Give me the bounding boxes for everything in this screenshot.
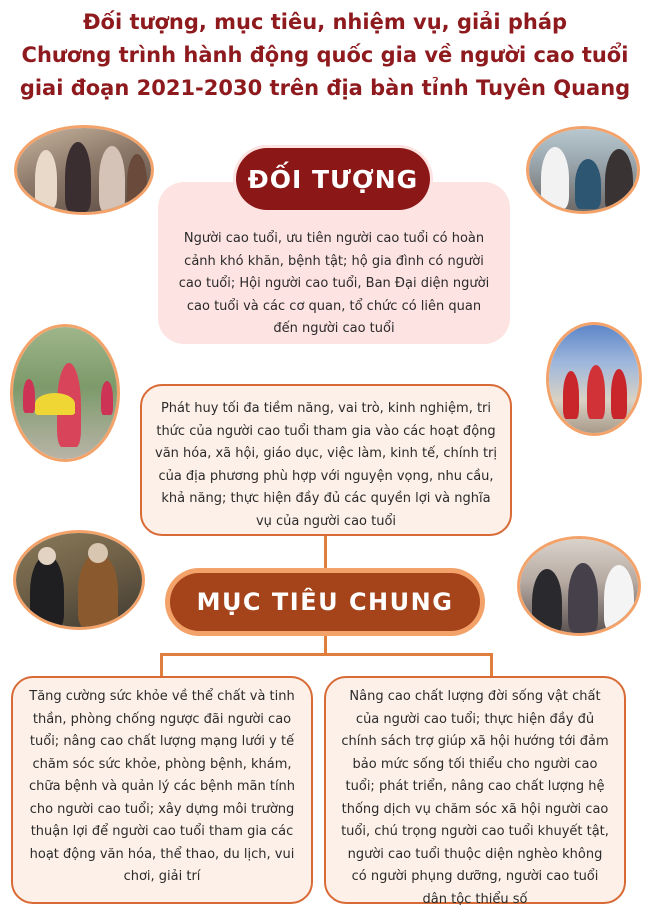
connector-right-drop: [490, 653, 493, 678]
elderly-friends-photo: [13, 530, 145, 630]
title-line-1: Đối tượng, mục tiêu, nhiệm vụ, giải pháp: [82, 10, 568, 34]
target-group-text: Người cao tuổi, ưu tiên người cao tuổi có hoàn cảnh khó khăn, bệnh tật; hộ gia đình có người cao tuổi; Hội người cao tuổi, Ban Đại diện người cao tuổi và các cơ quan, tổ chức có liên quan đến người cao tuổi: [178, 231, 490, 336]
stage-performance-photo: [546, 322, 642, 436]
connector-left-drop: [160, 653, 163, 678]
title-line-3: giai đoạn 2021-2030 trên địa bàn tỉnh Tuyên Quang: [19, 76, 631, 100]
title-line-2: Chương trình hành động quốc gia về người cao tuổi: [21, 43, 629, 67]
health-goal-text: Tăng cường sức khỏe về thể chất và tinh thần, phòng chống ngược đãi người cao tuổi; nâng cao chất lượng mạng lưới y tế chăm sóc sức khỏe, phòng bệnh, khám, chữa bệnh và quản lý các bệnh mãn tính cho người cao tuổi; xây dựng môi trường thuận lợi để người cao tuổi tham gia các hoạt động văn hóa, thể thao, du lịch, vui chơi, giải trí: [28, 689, 296, 884]
general-goal-heading: MỤC TIÊU CHUNG: [170, 573, 480, 631]
medical-exam-photo: [517, 536, 641, 636]
living-standard-goal-text: Nâng cao chất lượng đời sống vật chất của người cao tuổi; thực hiện đầy đủ chính sách trợ giúp xã hội hướng tới đảm bảo mức sống tối thiểu cho người cao tuổi; phát triển, nâng cao chất lượng hệ thống dịch vụ chăm sóc xã hội người cao tuổi, chú trọng người cao tuổi khuyết tật, người cao tuổi thuộc diện nghèo không có người phụng dưỡng, người cao tuổi dân tộc thiểu số: [341, 689, 609, 907]
elderly-exercise-photo: [14, 125, 154, 215]
connector-vertical-center: [324, 628, 327, 655]
target-group-heading: ĐỐI TƯỢNG: [236, 148, 430, 210]
health-checkup-photo: [526, 126, 640, 214]
living-standard-goal-card: [324, 676, 626, 907]
connector-vertical-top: [324, 536, 327, 576]
page-title: [0, 6, 650, 105]
general-goal-text: Phát huy tối đa tiềm năng, vai trò, kinh nghiệm, tri thức của người cao tuổi tham gia vào các hoạt động văn hóa, xã hội, giáo dục, việc làm, kinh tế, chính trị của địa phương phù hợp với nguyện vọng, nhu cầu, khả năng; thực hiện đầy đủ các quyền lợi và nghĩa vụ của người cao tuổi: [155, 401, 497, 529]
fan-dance-photo: [10, 324, 120, 462]
health-goal-card: [11, 676, 313, 904]
general-goal-card: [140, 384, 512, 536]
